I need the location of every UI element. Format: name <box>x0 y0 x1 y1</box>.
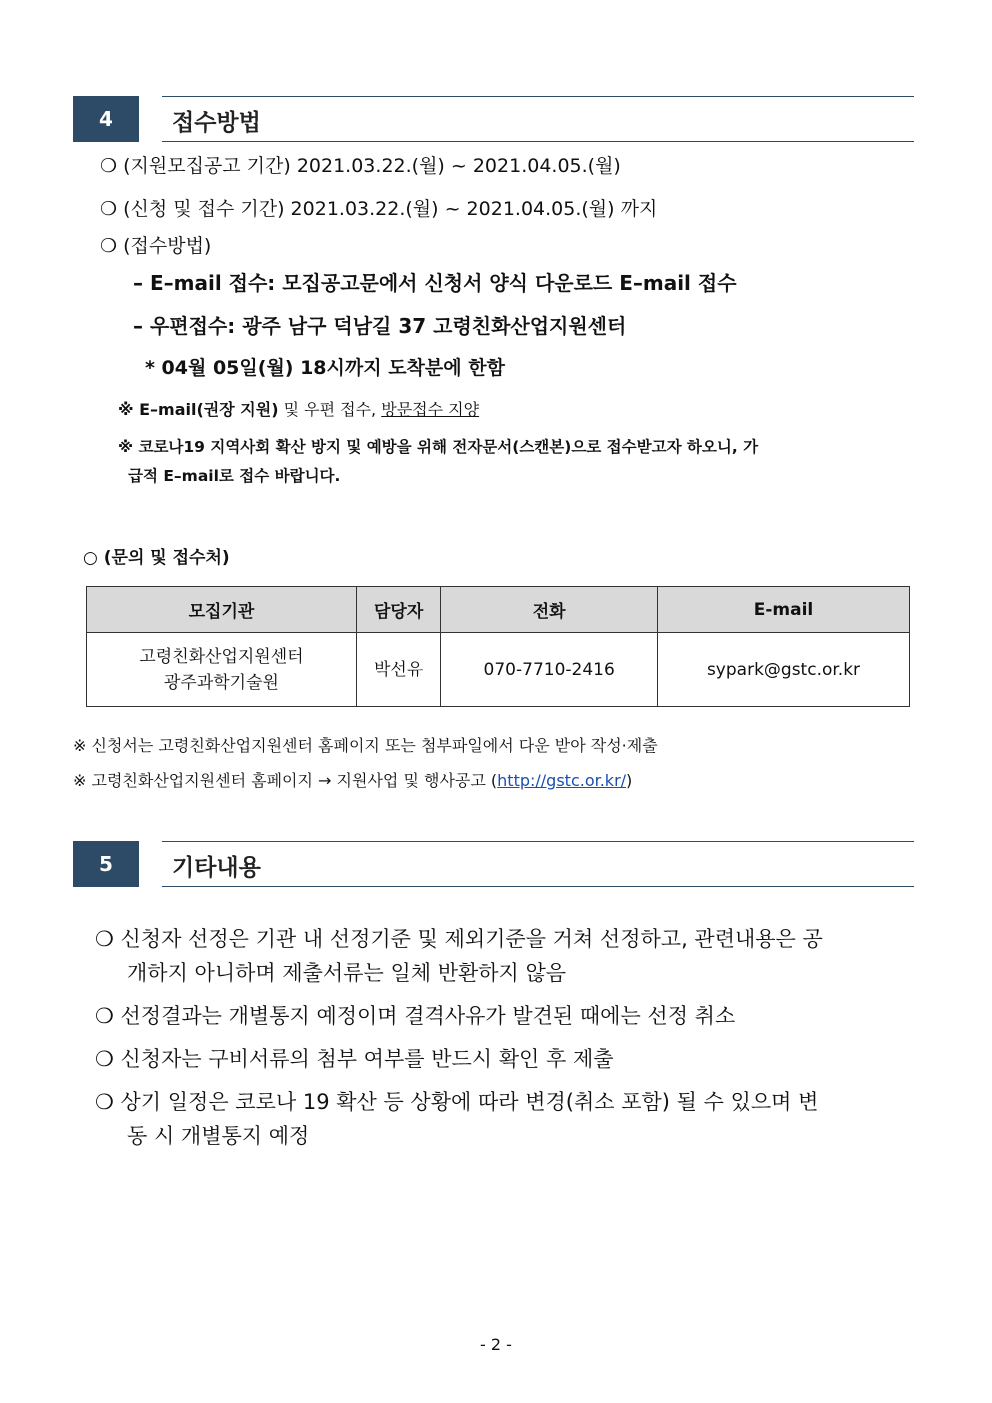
org-name: 고령친화산업지원센터 <box>139 646 304 667</box>
header-person: 담당자 <box>356 587 440 633</box>
homepage-note-suffix: ) <box>626 771 633 790</box>
selection-criteria-line2: 개하지 아니하며 제출서류는 일체 반환하지 않음 <box>127 961 567 985</box>
table-header-row <box>87 587 910 633</box>
selection-result-text: 선정결과는 개별통지 예정이며 결격사유가 발견된 때에는 선정 취소 <box>120 1004 736 1028</box>
contact-heading: ○ (문의 및 접수처) <box>83 548 230 568</box>
list-item <box>95 1085 818 1153</box>
section-4-number-badge: 4 <box>73 96 139 142</box>
bullet-circle-icon: ❍ <box>95 1090 114 1114</box>
application-method-label: (접수방법) <box>123 235 212 257</box>
org-parent: 광주과학기술원 <box>163 672 279 693</box>
selection-criteria-line1: 신청자 선정은 기관 내 선정기준 및 제외기준을 거쳐 선정하고, 관련내용은 공 <box>120 927 823 951</box>
bullet-circle-icon: ❍ <box>100 155 118 177</box>
note1-middle: 및 우편 접수, <box>278 400 382 419</box>
cell-phone: 070-7710-2416 <box>441 633 658 707</box>
section-5-number-badge: 5 <box>73 841 139 887</box>
section-4-title: 접수방법 <box>172 110 261 136</box>
recruitment-period: (지원모집공고 기간) 2021.03.22.(월) ~ 2021.04.05.(월) <box>123 155 621 177</box>
section-5-title: 기타내용 <box>172 855 261 881</box>
header-email: E-mail <box>658 587 910 633</box>
form-download-note: ※ 신청서는 고령친화산업지원센터 홈페이지 또는 첨부파일에서 다운 받아 작성·제출 <box>73 736 658 755</box>
bullet-circle-icon: ❍ <box>95 1047 114 1071</box>
header-phone: 전화 <box>441 587 658 633</box>
schedule-change-line1: 상기 일정은 코로나 19 확산 등 상황에 따라 변경(취소 포함) 될 수 있으며 변 <box>120 1090 819 1114</box>
bullet-circle-icon: ❍ <box>95 927 114 951</box>
email-method: – E–mail 접수: 모집공고문에서 신청서 양식 다운로드 E–mail 접수 <box>133 271 737 295</box>
section-5-bottom-rule <box>162 886 914 887</box>
section-4-bottom-rule <box>162 141 914 142</box>
cell-email: sypark@gstc.or.kr <box>658 633 910 707</box>
page-number: - 2 - <box>480 1335 512 1354</box>
note1-prefix: ※ E–mail(권장 지원) <box>118 400 279 419</box>
document-check-text: 신청자는 구비서류의 첨부 여부를 반드시 확인 후 제출 <box>120 1047 614 1071</box>
email-recommend-note <box>118 397 479 420</box>
list-item <box>95 922 925 990</box>
bullet-circle-icon: ❍ <box>95 1004 114 1028</box>
homepage-note-prefix: ※ 고령친화산업지원센터 홈페이지 → 지원사업 및 행사공고 ( <box>73 771 498 790</box>
application-period: (신청 및 접수 기간) 2021.03.22.(월) ~ 2021.04.05.(월) 까지 <box>123 198 658 220</box>
header-org: 모집기관 <box>87 587 357 633</box>
bullet-circle-icon: ❍ <box>100 235 118 257</box>
deadline-note: * 04월 05일(월) 18시까지 도착분에 한함 <box>145 357 505 379</box>
cell-org <box>87 633 357 707</box>
table-row <box>87 633 910 707</box>
list-item <box>100 231 211 258</box>
list-item <box>95 999 735 1033</box>
section-4-top-rule <box>162 96 914 97</box>
list-item <box>100 194 657 221</box>
section-5-top-rule <box>162 841 914 842</box>
homepage-link[interactable]: http://gstc.or.kr/ <box>497 771 627 790</box>
schedule-change-line2: 동 시 개별통지 예정 <box>127 1124 310 1148</box>
cell-person: 박선유 <box>356 633 440 707</box>
bullet-circle-icon: ❍ <box>100 198 118 220</box>
covid-note-line2: 급적 E–mail로 접수 바랍니다. <box>128 467 341 485</box>
contact-table <box>86 586 910 707</box>
note1-underlined: 방문접수 지양 <box>381 400 480 419</box>
list-item <box>95 1042 614 1076</box>
list-item <box>100 151 621 178</box>
covid-note-line1: ※ 코로나19 지역사회 확산 방지 및 예방을 위해 전자문서(스캔본)으로 접수받고자 하오니, 가 <box>118 438 759 456</box>
postal-method: – 우편접수: 광주 남구 덕남길 37 고령친화산업지원센터 <box>133 314 627 338</box>
homepage-note <box>73 768 632 791</box>
